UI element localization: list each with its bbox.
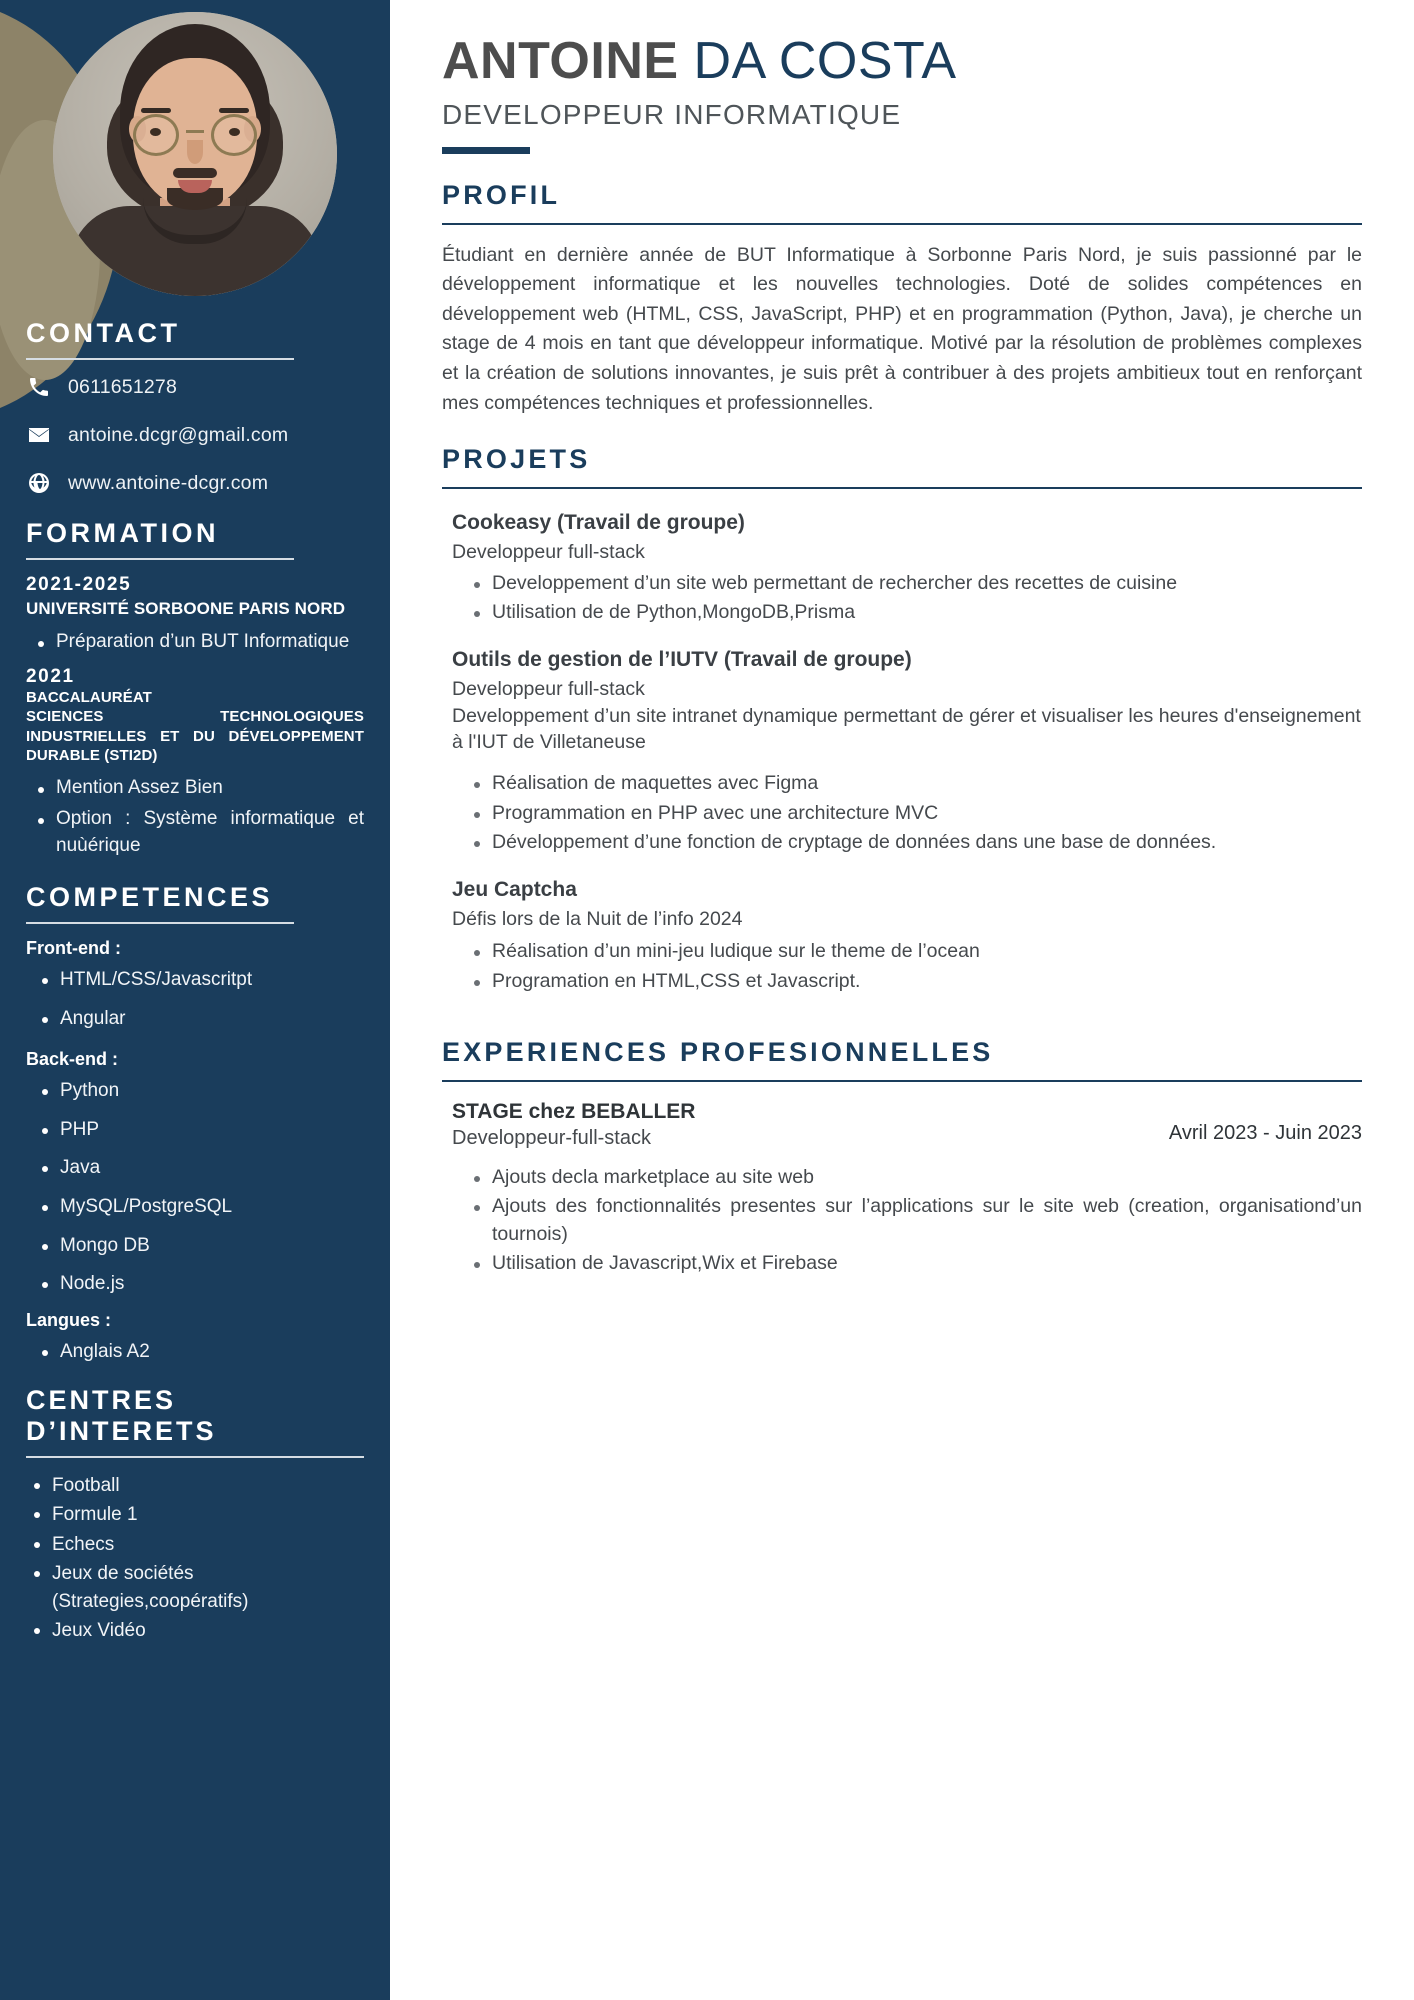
project-role: Developpeur full-stack xyxy=(452,677,645,700)
job-title: DEVELOPPEUR INFORMATIQUE xyxy=(442,98,902,130)
eye-right xyxy=(229,128,240,136)
formation-heading: FORMATION xyxy=(26,518,219,548)
skill-group-label-langues: Langues : xyxy=(26,1310,112,1330)
avatar xyxy=(53,12,337,296)
list-item: Réalisation d’un mini-jeu ludique sur le theme de l’ocean xyxy=(452,938,1362,965)
email-value: antoine.dcgr@gmail.com xyxy=(68,423,289,446)
list-item: Football xyxy=(26,1472,364,1500)
first-name: ANTOINE xyxy=(442,32,679,90)
list-item: Node.js xyxy=(26,1271,364,1297)
phone-icon xyxy=(26,374,52,400)
title-underline xyxy=(442,147,530,154)
skill-group-label-frontend: Front-end : xyxy=(26,937,121,958)
list-item: Jeux de sociétés (Strategies,coopératifs) xyxy=(26,1560,364,1615)
eyebrow-right xyxy=(219,108,249,113)
project-item-cookeasy xyxy=(442,509,1362,626)
list-item: Python xyxy=(26,1078,364,1104)
list-item: Mongo DB xyxy=(26,1233,364,1259)
list-item: Echecs xyxy=(26,1531,364,1559)
list-item: Jeux Vidéo xyxy=(26,1617,364,1645)
list-item: Utilisation de de Python,MongoDB,Prisma xyxy=(452,599,1362,626)
project-bullets xyxy=(452,938,1362,995)
contact-item-email[interactable] xyxy=(26,422,364,448)
list-item: Programmation en PHP avec une architecture MVC xyxy=(452,800,1362,827)
formation-school: UNIVERSITÉ SORBOONE PARIS NORD xyxy=(26,599,346,618)
projets-heading: PROJETS xyxy=(442,444,591,475)
experiences-heading: EXPERIENCES PROFESIONNELLES xyxy=(442,1037,994,1068)
contact-divider xyxy=(26,358,294,360)
list-item: Réalisation de maquettes avec Figma xyxy=(452,770,1362,797)
list-item: PHP xyxy=(26,1117,364,1143)
skill-group-label-backend: Back-end : xyxy=(26,1049,119,1070)
moustache xyxy=(173,168,217,178)
formation-bullets xyxy=(26,775,364,860)
project-title: Cookeasy (Travail de groupe) xyxy=(452,511,745,535)
formation-entry-2 xyxy=(26,666,364,860)
list-item: Developpement d’un site web permettant de rechercher des recettes de cuisine xyxy=(452,570,1362,597)
list-item: Développement d’une fonction de cryptage de données dans une base de données. xyxy=(452,829,1362,856)
experience-role: Developpeur-full-stack xyxy=(452,1127,651,1150)
list-item: Formule 1 xyxy=(26,1501,364,1529)
interets-heading: CENTRES D’INTERETS xyxy=(26,1384,217,1446)
formation-subtitle: SCIENCES TECHNOLOGIQUES INDUSTRIELLES ET DU DÉVELOPPEMENT DURABLE (STI2D) xyxy=(26,708,364,764)
project-title: Jeu Captcha xyxy=(452,878,577,902)
skill-list-frontend xyxy=(26,967,364,1031)
list-item: Utilisation de Javascript,Wix et Firebase xyxy=(452,1250,1362,1277)
experience-bullets xyxy=(452,1164,1362,1277)
eye-left xyxy=(150,128,161,136)
phone-value: 0611651278 xyxy=(68,375,178,398)
project-description: Défis lors de la Nuit de l’info 2024 xyxy=(452,907,743,930)
skill-list-langues xyxy=(26,1339,364,1365)
contact-item-website[interactable] xyxy=(26,470,364,496)
experience-item-beballer xyxy=(442,1100,1362,1277)
website-value: www.antoine-dcgr.com xyxy=(68,471,269,494)
competences-heading: COMPETENCES xyxy=(26,881,274,912)
list-item: Mention Assez Bien xyxy=(26,775,364,802)
experience-company: STAGE chez BEBALLER xyxy=(452,1100,696,1124)
interets-list xyxy=(26,1472,364,1645)
list-item: Java xyxy=(26,1155,364,1181)
eyebrow-left xyxy=(141,108,171,113)
competences-divider xyxy=(26,922,294,924)
profil-text: Étudiant en dernière année de BUT Informatique à Sorbonne Paris Nord, je suis passionné par le développement informatique et les nouvelles technologies. Doté de solides compétences en développement web (HTML, CSS, JavaScript, PHP) et en programmation (Python, Java), je cherche un stage de 4 mois en tant que développeur informatique. Motivé par la résolution de problèmes complexes et la création de solutions innovantes, je suis prêt à contribuer à des projets ambitieux tout en renforçant mes compétences techniques et professionnelles. xyxy=(442,243,1362,414)
project-item-iutv xyxy=(442,646,1362,856)
formation-period: 2021 xyxy=(26,666,75,688)
formation-entry-1 xyxy=(26,574,364,656)
profil-divider xyxy=(442,223,1362,225)
list-item: Ajouts des fonctionnalités presentes sur l’applications sur le site web (creation, organisationd’un tournois) xyxy=(452,1193,1362,1248)
envelope-icon xyxy=(26,422,52,448)
last-name: DA COSTA xyxy=(693,32,957,90)
project-bullets xyxy=(452,570,1362,627)
project-role: Developpeur full-stack xyxy=(452,540,645,563)
list-item: Angular xyxy=(26,1006,364,1032)
list-item: Ajouts decla marketplace au site web xyxy=(452,1164,1362,1191)
project-description: Developpement d’un site intranet dynamique permettant de gérer et visualiser les heures d'enseignement à l'IUT de Villetaneuse xyxy=(452,704,1361,754)
main-content xyxy=(390,0,1414,2000)
contact-heading: CONTACT xyxy=(26,318,181,348)
list-item: MySQL/PostgreSQL xyxy=(26,1194,364,1220)
project-bullets xyxy=(452,770,1362,856)
formation-period: 2021-2025 xyxy=(26,574,132,595)
formation-school: BACCALAURÉAT xyxy=(26,689,152,707)
page-title xyxy=(442,34,1362,89)
projets-divider xyxy=(442,487,1362,489)
globe-icon xyxy=(26,470,52,496)
list-item: Option : Système informatique et nuùérique xyxy=(26,806,364,860)
nose xyxy=(187,140,203,164)
project-item-captcha xyxy=(442,876,1362,995)
contact-item-phone[interactable] xyxy=(26,374,364,400)
project-title: Outils de gestion de l’IUTV (Travail de groupe) xyxy=(452,648,912,672)
profil-heading: PROFIL xyxy=(442,179,561,210)
formation-bullets xyxy=(26,629,364,656)
formation-divider xyxy=(26,558,294,560)
experience-dates: Avril 2023 - Juin 2023 xyxy=(1168,1122,1362,1145)
skill-list-backend xyxy=(26,1078,364,1297)
sidebar xyxy=(0,0,390,2000)
list-item: Programation en HTML,CSS et Javascript. xyxy=(452,968,1362,995)
profile-photo-container xyxy=(0,0,390,296)
experiences-divider xyxy=(442,1080,1362,1082)
glasses-bridge xyxy=(186,130,204,133)
list-item: Préparation d’un BUT Informatique xyxy=(26,629,364,656)
list-item: HTML/CSS/Javascritpt xyxy=(26,967,364,993)
list-item: Anglais A2 xyxy=(26,1339,364,1365)
interets-divider xyxy=(26,1456,364,1458)
